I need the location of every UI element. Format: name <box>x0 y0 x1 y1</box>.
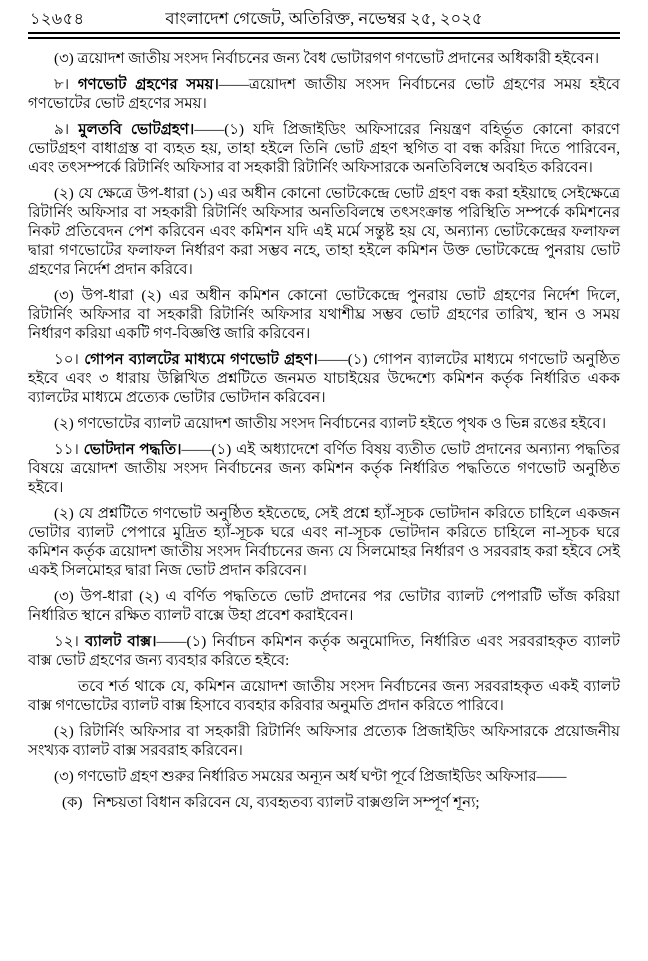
body-text: ১২। <box>54 634 85 650</box>
page-number: ১২৬৫৪ <box>30 11 85 28</box>
paragraph <box>28 351 620 408</box>
paragraph <box>28 121 620 178</box>
body-text: (২) গণভোটের ব্যালট ত্রয়োদশ জাতীয় সংসদ নির্বাচনের ব্যালট হইতে পৃথক ও ভিন্ন রঙের হইবে। <box>54 416 607 432</box>
paragraph <box>28 723 620 761</box>
body-text: (৩) গণভোট গ্রহণ শুরুর নির্ধারিত সময়ের অন্যূন অর্ধ ঘণ্টা পূর্বে প্রিজাইডিং অফিসার—— <box>54 769 567 785</box>
body-text: ৮। <box>54 77 78 93</box>
body-text: ——ত্রয়োদশ জাতীয় সংসদ নির্বাচনের ভোট গ্রহণের সময় হইবে গণভোটের ভোট গ্রহণের সময়। <box>28 77 620 112</box>
paragraph <box>28 678 620 716</box>
body-text: (২) রিটার্নিং অফিসার বা সহকারী রিটার্নিং অফিসার প্রত্যেক প্রিজাইডিং অফিসারকে প্রয়োজনীয় সংখ্যক ব্যালট বাক্স সরবরাহ করিবেন। <box>28 724 620 759</box>
section-heading-text: ব্যালট বাক্স। <box>84 634 157 650</box>
section-heading-text: মুলতবি ভোটগ্রহণ। <box>78 122 195 138</box>
paragraph <box>28 287 620 344</box>
paragraph <box>28 768 620 787</box>
body-text: ——(১) নির্বাচন কমিশন কর্তৃক অনুমোদিত, নির্ধারিত এবং সরবরাহকৃত ব্যালট বাক্স ভোট গ্রহণের জন্য ব্যবহার করিতে হইবে: <box>28 634 620 669</box>
body-text: (২) যে প্রশ্নটিতে গণভোট অনুষ্ঠিত হইতেছে, সেই প্রশ্নে হ্যাঁ-সূচক ভোটদান করিতে চাহিলে একজন ভোটার ব্যালট পেপারে মুদ্রিত হ্যাঁ-সূচক ঘরে এবং না-সূচক ভোটদান করিতে চাহিলে না-সূচক ঘরে কমিশন কর্তৃক ত্রয়োদশ জাতীয় সংসদ নির্বাচনের জন্য যে সিলমোহর নির্ধারণ ও সরবরাহ করা হইবে সেই একই সিলমোহর দ্বারা নিজ ভোট প্রদান করিবেন। <box>28 506 620 579</box>
body-text: ——(১) যদি প্রিজাইডিং অফিসারের নিয়ন্ত্রণ বহির্ভূত কোনো কারণে ভোটগ্রহণ বাধাগ্রস্ত বা ব্যহত হয়, তাহা হইলে তিনি ভোট গ্রহণ স্থগিত বা বন্ধ করিয়া দিতে পারিবেন, এবং তৎসম্পর্কে রিটার্নিং অফিসার বা সহকারী রিটার্নিং অফিসারকে অনতিবিলম্বে অবহিত করিবেন। <box>28 122 620 176</box>
body-text: (৩) ত্রয়োদশ জাতীয় সংসদ নির্বাচনের জন্য বৈধ ভোটারগণ গণভোট প্রদানের অধিকারী হইবেন। <box>54 51 600 67</box>
page-header <box>28 6 620 28</box>
header-rule <box>28 32 620 39</box>
body-text: ——(১) গোপন ব্যালটের মাধ্যমে গণভোট অনুষ্ঠিত হইবে এবং ৩ ধারায় উল্লিখিত প্রশ্নটিতে জনমত যাচাইয়ের উদ্দেশ্যে কমিশন কর্তৃক নির্ধারিত একক ব্যালটের মাধ্যমে প্রত্যেক ভোটার ভোটদান করিবেন। <box>28 352 621 406</box>
document-body <box>28 50 620 813</box>
body-text: ১০। <box>54 352 85 368</box>
clause-marker: (ক) <box>62 795 83 811</box>
body-text: ১১। <box>54 442 84 458</box>
gazette-title: বাংলাদেশ গেজেট, অতিরিক্ত, নভেম্বর ২৫, ২০২৫ <box>165 9 483 28</box>
paragraph <box>28 505 620 581</box>
body-text: (৩) উপ-ধারা (২) এ বর্ণিত পদ্ধতিতে ভোট প্রদানের পর ভোটার ব্যালট পেপারটি ভাঁজ করিয়া নির্ধারিত স্থানে রক্ষিত ব্যালট বাক্সে উহা প্রবেশ করাইবেন। <box>28 589 620 624</box>
paragraph <box>28 185 620 280</box>
body-text: ৯। <box>54 122 79 138</box>
paragraph <box>28 50 620 69</box>
section-heading-text: ভোটদান পদ্ধতি। <box>83 442 182 458</box>
body-text: তবে শর্ত থাকে যে, কমিশন ত্রয়োদশ জাতীয় সংসদ নির্বাচনের জন্য সরবরাহকৃত একই ব্যালট বাক্স গণভোটের ব্যালট বাক্স হিসাবে ব্যবহার করিবার অনুমতি প্রদান করিতে পারিবে। <box>28 679 620 714</box>
clause-item <box>28 794 620 813</box>
body-text: নিশ্চয়তা বিধান করিবেন যে, ব্যবহৃতব্য ব্যালট বাক্সগুলি সম্পূর্ণ শূন্য; <box>93 795 480 811</box>
paragraph <box>28 76 620 114</box>
paragraph <box>28 633 620 671</box>
body-text: (৩) উপ-ধারা (২) এর অধীন কমিশন কোনো ভোটকেন্দ্রে পুনরায় ভোট গ্রহণের নির্দেশ দিলে, রিটার্নিং অফিসার বা সহকারী রিটার্নিং অফিসার যথাশীঘ্র সম্ভব ভোট গ্রহণের তারিখ, স্থান ও সময় নির্ধারণ করিয়া একটি গণ-বিজ্ঞপ্তি জারি করিবেন। <box>28 288 620 342</box>
paragraph <box>28 415 620 434</box>
paragraph <box>28 588 620 626</box>
section-heading-text: গোপন ব্যালটের মাধ্যমে গণভোট গ্রহণ। <box>84 352 318 368</box>
section-heading-text: গণভোট গ্রহণের সময়। <box>77 77 219 93</box>
paragraph <box>28 441 620 498</box>
body-text: (২) যে ক্ষেত্রে উপ-ধারা (১) এর অধীন কোনো ভোটকেন্দ্রে ভোট গ্রহণ বন্ধ করা হইয়াছে সেইক্ষেত্রে রিটার্নিং অফিসার বা সহকারী রিটার্নিং অফিসার অনতিবিলম্বে তৎসংক্রান্ত পরিস্থিতি সম্পর্কে কমিশনের নিকট প্রতিবেদন পেশ করিবেন এবং কমিশন যদি এই মর্মে সন্তুষ্ট হয় যে, অন্যান্য ভোটকেন্দ্রের ফলাফল দ্বারা গণভোটের ফলাফল নির্ধারণ করা সম্ভব নহে, তাহা হইলে কমিশন উক্ত ভোটকেন্দ্রে পুনরায় ভোট গ্রহণের নির্দেশ প্রদান করিবে। <box>28 186 620 278</box>
body-text: ——(১) এই অধ্যাদেশে বর্ণিত বিষয় ব্যতীত ভোট প্রদানের অন্যান্য পদ্ধতির বিষয়ে ত্রয়োদশ জাতীয় সংসদ নির্বাচনের জন্য কমিশন কর্তৃক নির্ধারিত পদ্ধতিতে গণভোট অনুষ্ঠিত হইবে। <box>28 442 620 496</box>
